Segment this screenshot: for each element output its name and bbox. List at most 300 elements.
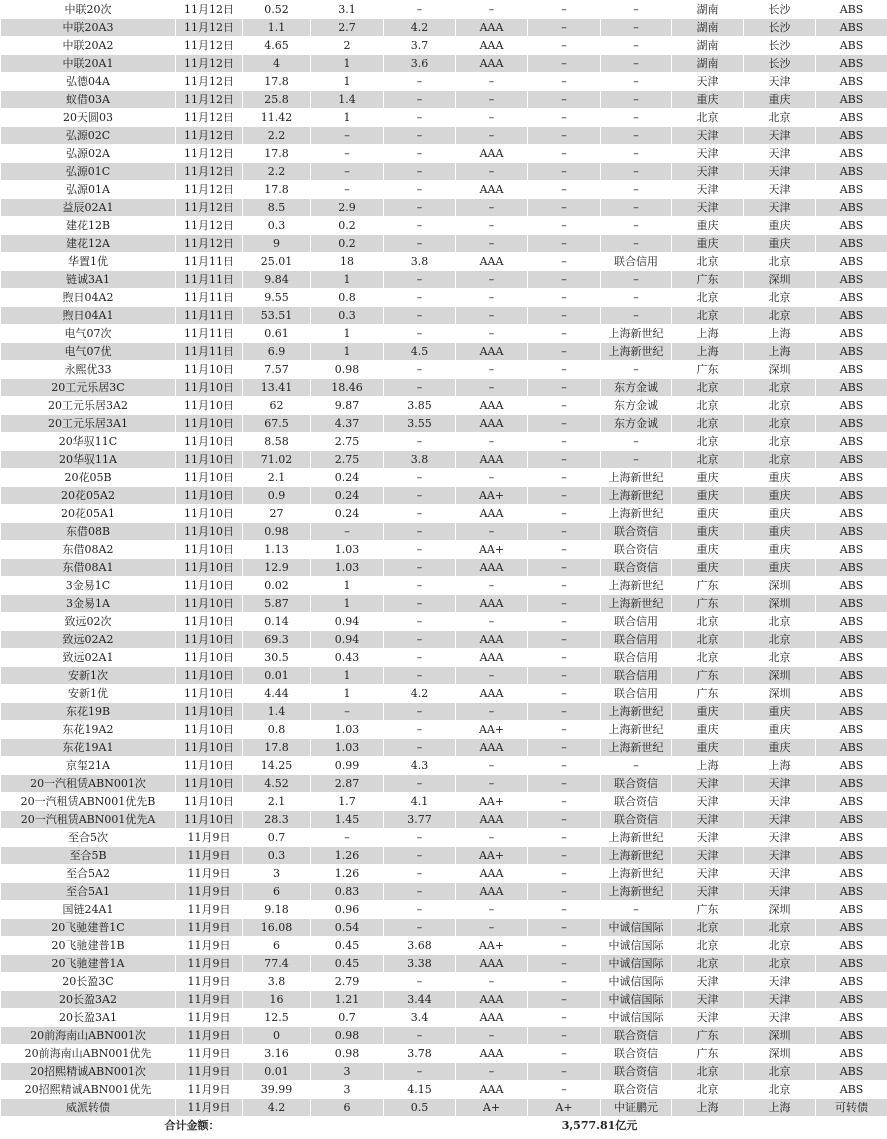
cell-type: ABS — [816, 883, 887, 901]
cell-amount: 4.44 — [243, 685, 311, 703]
cell-name: 中联20A2 — [1, 37, 176, 55]
cell-entity-rating: – — [528, 667, 601, 685]
cell-province: 湖南 — [672, 55, 744, 73]
cell-entity-rating: – — [528, 127, 601, 145]
cell-type: ABS — [816, 649, 887, 667]
cell-rate: 3.68 — [384, 937, 456, 955]
cell-rate: 3.85 — [384, 397, 456, 415]
cell-rate: 3.6 — [384, 55, 456, 73]
cell-term: 1.03 — [311, 739, 384, 757]
cell-type: ABS — [816, 559, 887, 577]
cell-date: 11月10日 — [176, 649, 243, 667]
cell-province: 广东 — [672, 595, 744, 613]
cell-province: 北京 — [672, 631, 744, 649]
cell-city: 长沙 — [744, 37, 816, 55]
cell-amount: 69.3 — [243, 631, 311, 649]
cell-province: 湖南 — [672, 37, 744, 55]
cell-term: 1 — [311, 325, 384, 343]
cell-name: 20华驭11C — [1, 433, 176, 451]
cell-city: 天津 — [744, 865, 816, 883]
cell-amount: 4 — [243, 55, 311, 73]
cell-rating: AAA — [456, 955, 528, 973]
cell-city: 天津 — [744, 973, 816, 991]
cell-date: 11月9日 — [176, 847, 243, 865]
cell-rating: A+ — [456, 1099, 528, 1117]
cell-amount: 12.5 — [243, 1009, 311, 1027]
cell-entity-rating: – — [528, 199, 601, 217]
cell-amount: 2.1 — [243, 469, 311, 487]
cell-rate: – — [384, 577, 456, 595]
cell-rate: – — [384, 109, 456, 127]
cell-type: ABS — [816, 73, 887, 91]
cell-name: 20一汽租赁ABN001优先A — [1, 811, 176, 829]
cell-agency: – — [601, 19, 672, 37]
cell-entity-rating: – — [528, 1009, 601, 1027]
cell-province: 上海 — [672, 1099, 744, 1117]
cell-city: 重庆 — [744, 235, 816, 253]
cell-entity-rating: – — [528, 919, 601, 937]
cell-rating: – — [456, 289, 528, 307]
cell-rate: 4.5 — [384, 343, 456, 361]
cell-entity-rating: – — [528, 865, 601, 883]
table-row — [1, 577, 887, 595]
cell-term: 1 — [311, 667, 384, 685]
table-row — [1, 343, 887, 361]
cell-rating: – — [456, 361, 528, 379]
table-row — [1, 901, 887, 919]
table-row — [1, 919, 887, 937]
cell-city: 天津 — [744, 775, 816, 793]
total-spacer-end — [744, 1117, 887, 1136]
cell-rating: – — [456, 919, 528, 937]
cell-date: 11月12日 — [176, 73, 243, 91]
cell-province: 天津 — [672, 181, 744, 199]
cell-type: ABS — [816, 379, 887, 397]
cell-agency: – — [601, 757, 672, 775]
cell-province: 天津 — [672, 991, 744, 1009]
table-row — [1, 541, 887, 559]
table-row — [1, 307, 887, 325]
cell-term: 0.3 — [311, 307, 384, 325]
cell-type: ABS — [816, 847, 887, 865]
cell-entity-rating: – — [528, 1027, 601, 1045]
cell-rating: – — [456, 523, 528, 541]
table-row — [1, 163, 887, 181]
cell-name: 建花12A — [1, 235, 176, 253]
cell-date: 11月9日 — [176, 1081, 243, 1099]
cell-rating: AA+ — [456, 937, 528, 955]
cell-rating: – — [456, 433, 528, 451]
cell-rate: – — [384, 361, 456, 379]
cell-type: ABS — [816, 955, 887, 973]
cell-type: ABS — [816, 775, 887, 793]
cell-rate: – — [384, 1063, 456, 1081]
cell-city: 天津 — [744, 811, 816, 829]
cell-entity-rating: – — [528, 19, 601, 37]
table-row — [1, 523, 887, 541]
cell-rating: AAA — [456, 145, 528, 163]
cell-rating: AAA — [456, 559, 528, 577]
table-row — [1, 559, 887, 577]
cell-name: 致远02次 — [1, 613, 176, 631]
cell-province: 北京 — [672, 289, 744, 307]
cell-rating: AAA — [456, 631, 528, 649]
cell-city: 重庆 — [744, 703, 816, 721]
cell-rate: – — [384, 235, 456, 253]
cell-entity-rating: – — [528, 487, 601, 505]
cell-province: 北京 — [672, 433, 744, 451]
cell-rating: AAA — [456, 19, 528, 37]
cell-term: 1 — [311, 577, 384, 595]
cell-term: 1.7 — [311, 793, 384, 811]
cell-province: 广东 — [672, 271, 744, 289]
cell-type: ABS — [816, 397, 887, 415]
cell-date: 11月11日 — [176, 253, 243, 271]
cell-amount: 0.3 — [243, 217, 311, 235]
table-row — [1, 793, 887, 811]
cell-city: 重庆 — [744, 91, 816, 109]
cell-city: 重庆 — [744, 217, 816, 235]
table-row — [1, 847, 887, 865]
cell-agency: 中诚信国际 — [601, 991, 672, 1009]
cell-type: ABS — [816, 793, 887, 811]
cell-date: 11月9日 — [176, 901, 243, 919]
cell-city: 深圳 — [744, 685, 816, 703]
cell-date: 11月11日 — [176, 307, 243, 325]
cell-city: 深圳 — [744, 1045, 816, 1063]
cell-name: 煦日04A1 — [1, 307, 176, 325]
cell-province: 重庆 — [672, 559, 744, 577]
cell-amount: 16 — [243, 991, 311, 1009]
cell-rating: AAA — [456, 415, 528, 433]
cell-term: 0.96 — [311, 901, 384, 919]
cell-type: ABS — [816, 865, 887, 883]
cell-amount: 25.01 — [243, 253, 311, 271]
cell-type: ABS — [816, 1045, 887, 1063]
cell-agency: 联合资信 — [601, 1045, 672, 1063]
cell-type: ABS — [816, 19, 887, 37]
cell-type: ABS — [816, 271, 887, 289]
table-row — [1, 757, 887, 775]
table-row — [1, 487, 887, 505]
cell-date: 11月10日 — [176, 757, 243, 775]
cell-name: 20长盈3A2 — [1, 991, 176, 1009]
cell-rating: – — [456, 1027, 528, 1045]
cell-date: 11月9日 — [176, 865, 243, 883]
cell-agency: 联合信用 — [601, 253, 672, 271]
cell-term: – — [311, 703, 384, 721]
table-row — [1, 73, 887, 91]
cell-name: 东花19A1 — [1, 739, 176, 757]
cell-entity-rating: – — [528, 181, 601, 199]
table-row — [1, 1099, 887, 1117]
cell-rate: – — [384, 1, 456, 19]
cell-name: 益辰02A1 — [1, 199, 176, 217]
cell-rating: – — [456, 775, 528, 793]
cell-province: 天津 — [672, 1009, 744, 1027]
cell-type: ABS — [816, 541, 887, 559]
cell-rating: AAA — [456, 739, 528, 757]
cell-name: 威派转债 — [1, 1099, 176, 1117]
cell-date: 11月9日 — [176, 1009, 243, 1027]
cell-date: 11月10日 — [176, 595, 243, 613]
cell-city: 重庆 — [744, 505, 816, 523]
cell-province: 天津 — [672, 829, 744, 847]
cell-rate: – — [384, 73, 456, 91]
cell-name: 20工元乐居3C — [1, 379, 176, 397]
cell-rating: AAA — [456, 991, 528, 1009]
cell-rate: – — [384, 523, 456, 541]
cell-agency: 上海新世纪 — [601, 883, 672, 901]
cell-amount: 1.4 — [243, 703, 311, 721]
cell-rating: AA+ — [456, 487, 528, 505]
cell-amount: 4.2 — [243, 1099, 311, 1117]
cell-city: 天津 — [744, 145, 816, 163]
cell-agency: 上海新世纪 — [601, 325, 672, 343]
cell-amount: 12.9 — [243, 559, 311, 577]
cell-rating: AAA — [456, 55, 528, 73]
cell-amount: 0.9 — [243, 487, 311, 505]
cell-rating: AAA — [456, 811, 528, 829]
cell-rate: – — [384, 163, 456, 181]
total-row — [1, 1117, 887, 1136]
cell-term: – — [311, 829, 384, 847]
cell-date: 11月12日 — [176, 37, 243, 55]
cell-rate: – — [384, 505, 456, 523]
cell-term: 1.45 — [311, 811, 384, 829]
cell-name: 电气07优 — [1, 343, 176, 361]
cell-agency: 上海新世纪 — [601, 739, 672, 757]
cell-name: 中联20A1 — [1, 55, 176, 73]
cell-rating: – — [456, 199, 528, 217]
cell-rate: – — [384, 631, 456, 649]
cell-entity-rating: – — [528, 973, 601, 991]
cell-rating: – — [456, 217, 528, 235]
cell-name: 中联20次 — [1, 1, 176, 19]
cell-entity-rating: – — [528, 307, 601, 325]
cell-entity-rating: – — [528, 289, 601, 307]
cell-date: 11月10日 — [176, 775, 243, 793]
cell-date: 11月9日 — [176, 937, 243, 955]
cell-type: ABS — [816, 181, 887, 199]
cell-agency: – — [601, 451, 672, 469]
cell-province: 北京 — [672, 919, 744, 937]
cell-date: 11月12日 — [176, 199, 243, 217]
cell-date: 11月12日 — [176, 145, 243, 163]
cell-city: 北京 — [744, 937, 816, 955]
cell-type: ABS — [816, 739, 887, 757]
cell-type: ABS — [816, 991, 887, 1009]
cell-term: – — [311, 163, 384, 181]
cell-entity-rating: – — [528, 415, 601, 433]
cell-province: 北京 — [672, 451, 744, 469]
cell-rating: – — [456, 1, 528, 19]
cell-date: 11月10日 — [176, 739, 243, 757]
cell-rate: – — [384, 91, 456, 109]
cell-name: 东花19A2 — [1, 721, 176, 739]
cell-city: 天津 — [744, 1009, 816, 1027]
cell-city: 北京 — [744, 307, 816, 325]
cell-type: ABS — [816, 451, 887, 469]
cell-type: ABS — [816, 487, 887, 505]
cell-name: 链诚3A1 — [1, 271, 176, 289]
cell-date: 11月10日 — [176, 415, 243, 433]
cell-name: 致远02A1 — [1, 649, 176, 667]
cell-term: 0.99 — [311, 757, 384, 775]
cell-agency: – — [601, 901, 672, 919]
cell-amount: 0.02 — [243, 577, 311, 595]
table-row — [1, 217, 887, 235]
cell-rate: – — [384, 145, 456, 163]
cell-date: 11月10日 — [176, 451, 243, 469]
cell-amount: 3.8 — [243, 973, 311, 991]
cell-type: ABS — [816, 703, 887, 721]
cell-name: 华置1优 — [1, 253, 176, 271]
cell-entity-rating: A+ — [528, 1099, 601, 1117]
cell-entity-rating: – — [528, 55, 601, 73]
cell-term: 1.4 — [311, 91, 384, 109]
cell-name: 20一汽租赁ABN001优先B — [1, 793, 176, 811]
cell-term: 1.03 — [311, 721, 384, 739]
cell-type: ABS — [816, 469, 887, 487]
cell-type: ABS — [816, 1, 887, 19]
cell-rate: – — [384, 307, 456, 325]
cell-rate: – — [384, 649, 456, 667]
cell-type: ABS — [816, 577, 887, 595]
cell-rate: – — [384, 325, 456, 343]
cell-agency: 中证鹏元 — [601, 1099, 672, 1117]
cell-type: ABS — [816, 433, 887, 451]
cell-term: 1 — [311, 595, 384, 613]
cell-type: ABS — [816, 1063, 887, 1081]
table-row — [1, 199, 887, 217]
cell-amount: 0.52 — [243, 1, 311, 19]
cell-name: 弘德04A — [1, 73, 176, 91]
table-row — [1, 469, 887, 487]
cell-term: 0.43 — [311, 649, 384, 667]
cell-agency: 东方金诚 — [601, 415, 672, 433]
cell-term: 6 — [311, 1099, 384, 1117]
cell-city: 重庆 — [744, 487, 816, 505]
cell-province: 广东 — [672, 1045, 744, 1063]
cell-agency: 上海新世纪 — [601, 343, 672, 361]
cell-date: 11月10日 — [176, 523, 243, 541]
cell-date: 11月9日 — [176, 955, 243, 973]
cell-term: 0.2 — [311, 235, 384, 253]
cell-amount: 7.57 — [243, 361, 311, 379]
cell-rating: AAA — [456, 883, 528, 901]
cell-amount: 27 — [243, 505, 311, 523]
cell-city: 北京 — [744, 415, 816, 433]
cell-rating: AAA — [456, 1081, 528, 1099]
cell-term: 18 — [311, 253, 384, 271]
cell-term: 2.75 — [311, 433, 384, 451]
cell-rate: – — [384, 127, 456, 145]
cell-term: 3 — [311, 1081, 384, 1099]
cell-name: 20前海南山ABN001次 — [1, 1027, 176, 1045]
cell-entity-rating: – — [528, 901, 601, 919]
cell-name: 至合5A1 — [1, 883, 176, 901]
table-row — [1, 1063, 887, 1081]
cell-term: 9.87 — [311, 397, 384, 415]
cell-term: 1 — [311, 271, 384, 289]
cell-name: 3金易1A — [1, 595, 176, 613]
cell-city: 北京 — [744, 631, 816, 649]
table-row — [1, 271, 887, 289]
cell-entity-rating: – — [528, 217, 601, 235]
cell-rating: – — [456, 577, 528, 595]
cell-province: 天津 — [672, 127, 744, 145]
cell-agency: 上海新世纪 — [601, 469, 672, 487]
cell-amount: 0.61 — [243, 325, 311, 343]
cell-amount: 0.98 — [243, 523, 311, 541]
cell-agency: 联合资信 — [601, 1027, 672, 1045]
cell-date: 11月10日 — [176, 379, 243, 397]
cell-term: 1 — [311, 73, 384, 91]
cell-term: 0.45 — [311, 937, 384, 955]
cell-rating: – — [456, 757, 528, 775]
cell-entity-rating: – — [528, 325, 601, 343]
table-row — [1, 721, 887, 739]
cell-city: 天津 — [744, 73, 816, 91]
cell-amount: 5.87 — [243, 595, 311, 613]
table-row — [1, 1081, 887, 1099]
table-row — [1, 829, 887, 847]
cell-name: 20飞驰建普1C — [1, 919, 176, 937]
cell-type: ABS — [816, 667, 887, 685]
cell-province: 北京 — [672, 307, 744, 325]
cell-rating: AAA — [456, 649, 528, 667]
cell-province: 天津 — [672, 847, 744, 865]
cell-term: 2.87 — [311, 775, 384, 793]
cell-rating: AA+ — [456, 847, 528, 865]
cell-term: 0.98 — [311, 1045, 384, 1063]
cell-agency: 联合资信 — [601, 523, 672, 541]
table-row — [1, 973, 887, 991]
table-row — [1, 253, 887, 271]
cell-rate: 3.4 — [384, 1009, 456, 1027]
table-row — [1, 379, 887, 397]
cell-amount: 3.16 — [243, 1045, 311, 1063]
cell-date: 11月9日 — [176, 829, 243, 847]
cell-rate: – — [384, 595, 456, 613]
cell-name: 国链24A1 — [1, 901, 176, 919]
cell-amount: 0.01 — [243, 667, 311, 685]
cell-agency: 中诚信国际 — [601, 937, 672, 955]
cell-city: 北京 — [744, 451, 816, 469]
table-row — [1, 55, 887, 73]
cell-date: 11月9日 — [176, 1099, 243, 1117]
cell-city: 天津 — [744, 829, 816, 847]
cell-rating: – — [456, 235, 528, 253]
cell-entity-rating: – — [528, 1081, 601, 1099]
cell-city: 上海 — [744, 325, 816, 343]
cell-term: 18.46 — [311, 379, 384, 397]
cell-type: ABS — [816, 325, 887, 343]
cell-agency: 联合资信 — [601, 793, 672, 811]
table-row — [1, 991, 887, 1009]
cell-type: ABS — [816, 901, 887, 919]
cell-entity-rating: – — [528, 703, 601, 721]
cell-rate: 4.2 — [384, 19, 456, 37]
cell-agency: 联合信用 — [601, 649, 672, 667]
cell-amount: 17.8 — [243, 739, 311, 757]
cell-agency: 中诚信国际 — [601, 1009, 672, 1027]
cell-agency: – — [601, 217, 672, 235]
cell-city: 北京 — [744, 649, 816, 667]
cell-name: 东借08A2 — [1, 541, 176, 559]
cell-name: 东借08B — [1, 523, 176, 541]
